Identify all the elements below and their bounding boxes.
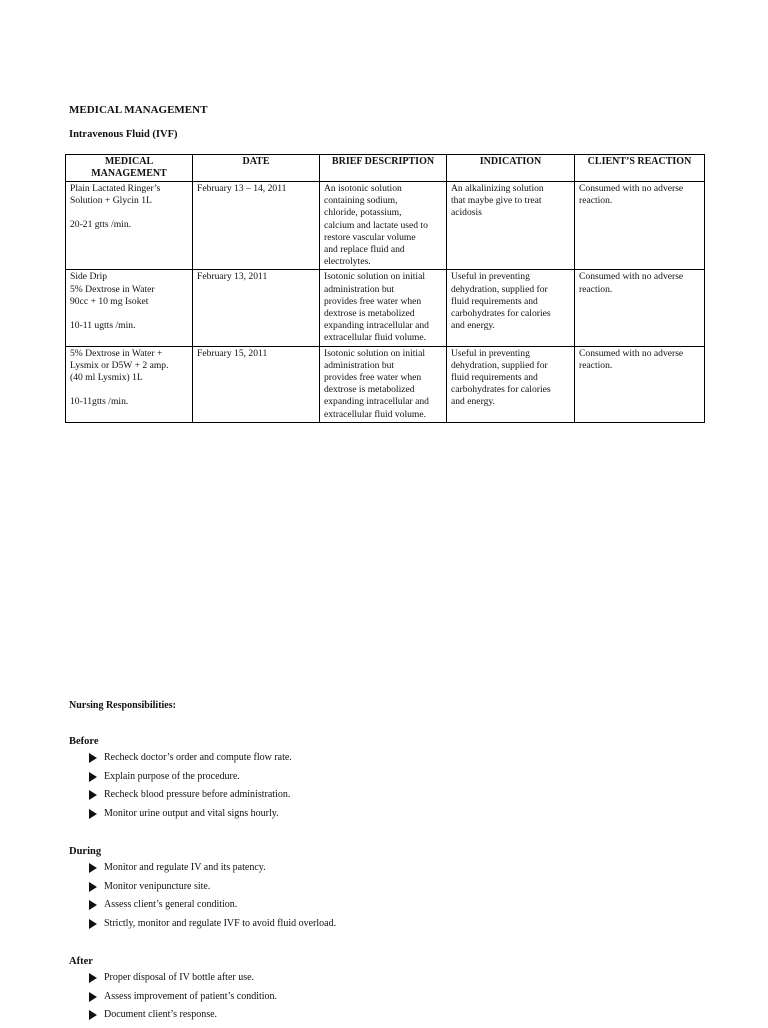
arrow-bullet-icon (89, 992, 97, 1002)
list-item-text: Assess client’s general condition. (104, 899, 238, 910)
table-row (66, 270, 705, 346)
table-header-row (66, 155, 705, 182)
cell-text: reaction. (579, 359, 613, 371)
arrow-bullet-icon (89, 919, 97, 929)
arrow-bullet-icon (89, 809, 97, 819)
list-item (69, 899, 336, 918)
arrow-bullet-icon (89, 973, 97, 983)
list-item-text: Document client’s response. (104, 1009, 218, 1020)
cell-text: Consumed with no adverse (579, 271, 684, 283)
cell-text: February 13 – 14, 2011 (197, 183, 287, 194)
cell-date (193, 346, 320, 422)
cell-text: dextrose is metabolized (324, 384, 415, 396)
cell-text: (40 ml Lysmix) 1L (70, 372, 143, 384)
cell-medical-management (66, 270, 193, 346)
arrow-bullet-icon (89, 772, 97, 782)
arrow-bullet-icon (89, 900, 97, 910)
arrow-bullet-icon (89, 1010, 97, 1020)
after-list (69, 972, 277, 1028)
cell-medical-management (66, 182, 193, 270)
table-row (66, 182, 705, 270)
cell-indication (447, 346, 575, 422)
after-section (69, 956, 277, 1028)
list-item (69, 972, 277, 991)
list-item-text: Proper disposal of IV bottle after use. (104, 972, 255, 983)
cell-brief-description (320, 346, 447, 422)
list-item (69, 991, 277, 1010)
table-body (66, 182, 705, 423)
cell-text: An isotonic solution (324, 183, 402, 194)
cell-indication (447, 182, 575, 270)
list-item-text: Explain purpose of the procedure. (104, 770, 240, 782)
cell-text: Isotonic solution on initial (324, 347, 425, 359)
section-subtitle: Intravenous Fluid (IVF) (69, 129, 178, 140)
cell-text: fluid requirements and (451, 295, 538, 307)
list-item (69, 771, 292, 790)
cell-text (70, 384, 188, 396)
list-item-text: Monitor urine output and vital signs hourly. (104, 807, 279, 819)
cell-text: carbohydrates for calories (451, 308, 551, 320)
cell-text: reaction. (579, 195, 613, 207)
cell-clients-reaction (575, 346, 705, 422)
cell-date (193, 270, 320, 346)
page-title: MEDICAL MANAGEMENT (69, 104, 208, 116)
cell-text: Solution + Glycin 1L (70, 195, 152, 207)
cell-text: chloride, potassium, (324, 207, 402, 219)
ivf-table (65, 154, 705, 423)
cell-text: 20-21 gtts /min. (70, 219, 132, 231)
list-item (69, 881, 336, 900)
before-section (69, 736, 292, 826)
cell-text: restore vascular volume (324, 231, 416, 243)
cell-text: extracellular fluid volume. (324, 332, 427, 344)
list-item-text: Recheck doctor’s order and compute flow rate. (104, 752, 292, 763)
cell-brief-description (320, 270, 447, 346)
header-clients-reaction: CLIENT’S REACTION (575, 155, 705, 182)
header-medical-management: MEDICAL MANAGEMENT (66, 155, 193, 182)
list-item-text: Strictly, monitor and regulate IVF to avoid fluid overload. (104, 917, 337, 929)
cell-text: Consumed with no adverse (579, 183, 684, 194)
list-item (69, 808, 292, 827)
list-item (69, 1009, 277, 1028)
cell-text: 10-11 ugtts /min. (70, 320, 136, 332)
nursing-responsibilities-title: Nursing Responsibilities: (69, 700, 176, 711)
cell-text (70, 207, 188, 219)
cell-clients-reaction (575, 182, 705, 270)
table-row (66, 346, 705, 422)
arrow-bullet-icon (89, 863, 97, 873)
cell-text: 10-11gtts /min. (70, 396, 129, 408)
cell-text: expanding intracellular and (324, 396, 429, 408)
cell-text: fluid requirements and (451, 372, 538, 384)
cell-text: Isotonic solution on initial (324, 271, 425, 283)
cell-text: Consumed with no adverse (579, 347, 684, 359)
cell-text: dehydration, supplied for (451, 283, 548, 295)
cell-text: February 13, 2011 (197, 271, 268, 283)
before-list (69, 752, 292, 826)
cell-clients-reaction (575, 270, 705, 346)
cell-text: and energy. (451, 396, 495, 408)
list-item (69, 862, 336, 881)
cell-text: administration but (324, 283, 395, 295)
cell-text: containing sodium, (324, 195, 398, 207)
cell-text: Plain Lactated Ringer’s (70, 183, 161, 194)
header-brief-description: BRIEF DESCRIPTION (320, 155, 447, 182)
arrow-bullet-icon (89, 790, 97, 800)
during-list (69, 862, 336, 936)
list-item-text: Recheck blood pressure before administration. (104, 789, 291, 800)
before-title: Before (69, 736, 99, 747)
cell-text: An alkalinizing solution (451, 183, 544, 194)
cell-text: and energy. (451, 320, 495, 332)
cell-text (70, 308, 188, 320)
cell-brief-description (320, 182, 447, 270)
cell-text: administration but (324, 359, 395, 371)
list-item (69, 918, 336, 937)
cell-text: 5% Dextrose in Water + (70, 347, 163, 359)
cell-text: Useful in preventing (451, 347, 530, 359)
arrow-bullet-icon (89, 753, 97, 763)
cell-text: carbohydrates for calories (451, 384, 551, 396)
header-indication: INDICATION (447, 155, 575, 182)
during-section (69, 846, 336, 936)
after-title: After (69, 956, 93, 967)
cell-text: dextrose is metabolized (324, 308, 415, 320)
cell-text: 90cc + 10 mg Isoket (70, 295, 149, 307)
cell-text: acidosis (451, 207, 482, 219)
cell-text: dehydration, supplied for (451, 359, 548, 371)
cell-text: electrolytes. (324, 256, 371, 268)
list-item (69, 789, 292, 808)
cell-text: February 15, 2011 (197, 347, 268, 359)
cell-medical-management (66, 346, 193, 422)
cell-text: and replace fluid and (324, 244, 405, 256)
arrow-bullet-icon (89, 882, 97, 892)
cell-date (193, 182, 320, 270)
list-item (69, 752, 292, 771)
cell-text: Side Drip (70, 271, 108, 283)
cell-text: Useful in preventing (451, 271, 530, 283)
cell-indication (447, 270, 575, 346)
during-title: During (69, 846, 102, 857)
cell-text: reaction. (579, 283, 613, 295)
cell-text: Lysmix or D5W + 2 amp. (70, 359, 169, 371)
list-item-text: Monitor and regulate IV and its patency. (104, 862, 266, 873)
header-date: DATE (193, 155, 320, 182)
list-item-text: Monitor venipuncture site. (104, 880, 211, 892)
cell-text: calcium and lactate used to (324, 219, 428, 231)
list-item-text: Assess improvement of patient’s condition. (104, 990, 278, 1002)
cell-text: provides free water when (324, 372, 422, 384)
cell-text: expanding intracellular and (324, 320, 429, 332)
cell-text: that maybe give to treat (451, 195, 542, 207)
cell-text: 5% Dextrose in Water (70, 283, 155, 295)
cell-text: provides free water when (324, 295, 422, 307)
cell-text: extracellular fluid volume. (324, 408, 427, 420)
